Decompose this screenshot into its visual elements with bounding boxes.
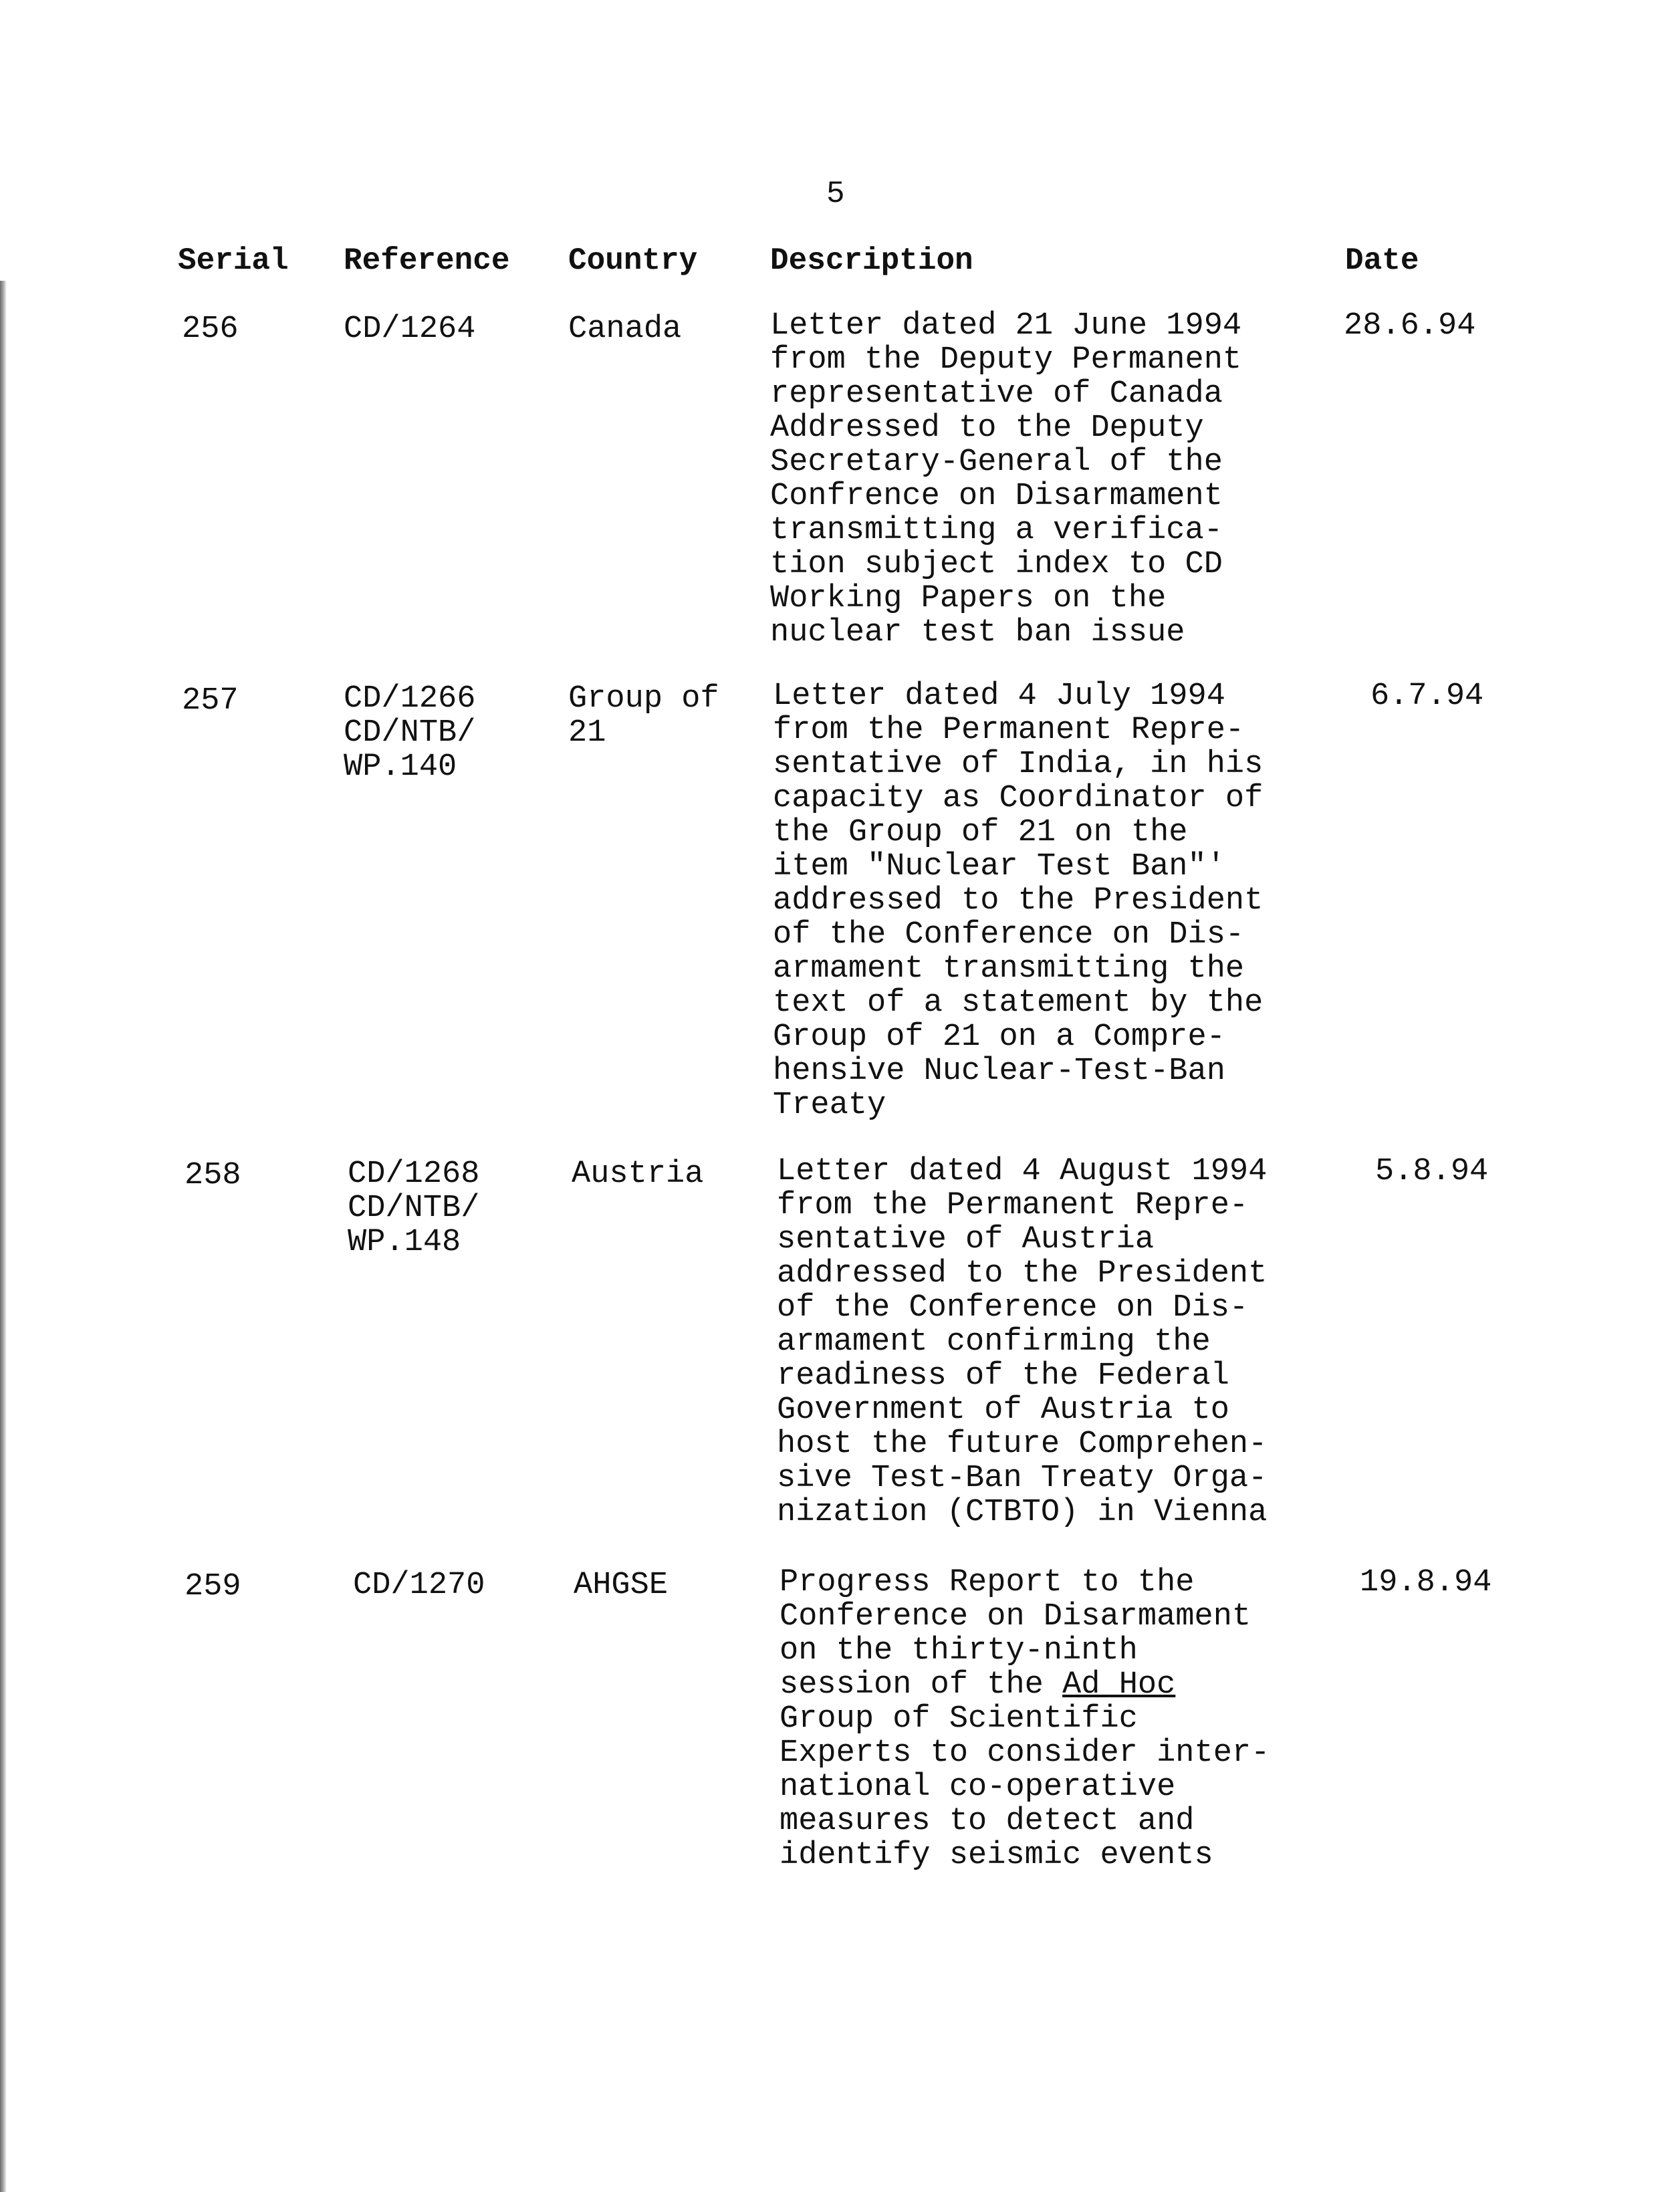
header-serial: Serial: [178, 243, 289, 278]
row-reference: CD/1264: [344, 312, 476, 347]
header-country: Country: [568, 243, 698, 278]
row-serial: 258: [185, 1158, 241, 1193]
description-text: Progress Report to the Conference on Disarmament on the thirty-ninth session of the: [779, 1565, 1251, 1703]
row-date: 5.8.94: [1375, 1154, 1489, 1189]
row-description: Letter dated 4 July 1994 from the Permanent Repre- sentative of India, in his capacity as Coordinator of the Group of 21 on the item "Nuclear Test Ban"' addressed to the President of the Conference on Dis- armament transmitting the text of a statement by the Group of 21 on a Compre- hensive Nuclear-Test-Ban Treaty: [773, 679, 1264, 1123]
description-text: Group of Scientific Experts to consider inter- national co-operative measures to detect and identify seismic events: [779, 1701, 1270, 1873]
header-reference: Reference: [344, 243, 510, 278]
row-country: Austria: [572, 1156, 704, 1192]
row-reference: CD/1266 CD/NTB/ WP.140: [344, 681, 476, 785]
row-description: Letter dated 4 August 1994 from the Permanent Repre- sentative of Austria addressed to the President of the Conference on Dis- armament confirming the readiness of the Federal Government of Austria to host the future Comprehen- sive Test-Ban Treaty Orga- nization (CTBTO) in Vienna: [777, 1154, 1268, 1530]
row-description: [779, 1566, 1270, 1872]
header-description: Description: [770, 243, 973, 278]
row-serial: 259: [185, 1569, 241, 1604]
page-number: 5: [826, 176, 845, 211]
row-date: 6.7.94: [1370, 679, 1484, 714]
row-serial: 256: [182, 312, 239, 347]
row-description: Letter dated 21 June 1994 from the Deputy Permanent representative of Canada Addressed to the Deputy Secretary-General of the Confrence on Disarmament transmitting a verifica- tion subject index to CD Working Papers on the nuclear test ban issue: [770, 308, 1242, 650]
header-date: Date: [1345, 243, 1419, 278]
row-country: Canada: [568, 312, 682, 347]
row-country: Group of 21: [568, 681, 719, 751]
row-serial: 257: [182, 683, 239, 719]
row-reference: CD/1268 CD/NTB/ WP.148: [348, 1156, 480, 1260]
description-ad-hoc: Ad Hoc: [1062, 1667, 1176, 1703]
row-country: AHGSE: [574, 1568, 669, 1603]
row-reference: CD/1270: [353, 1568, 485, 1603]
row-date: 28.6.94: [1344, 308, 1476, 344]
page-binding-edge: [0, 281, 7, 2192]
row-date: 19.8.94: [1360, 1565, 1492, 1600]
